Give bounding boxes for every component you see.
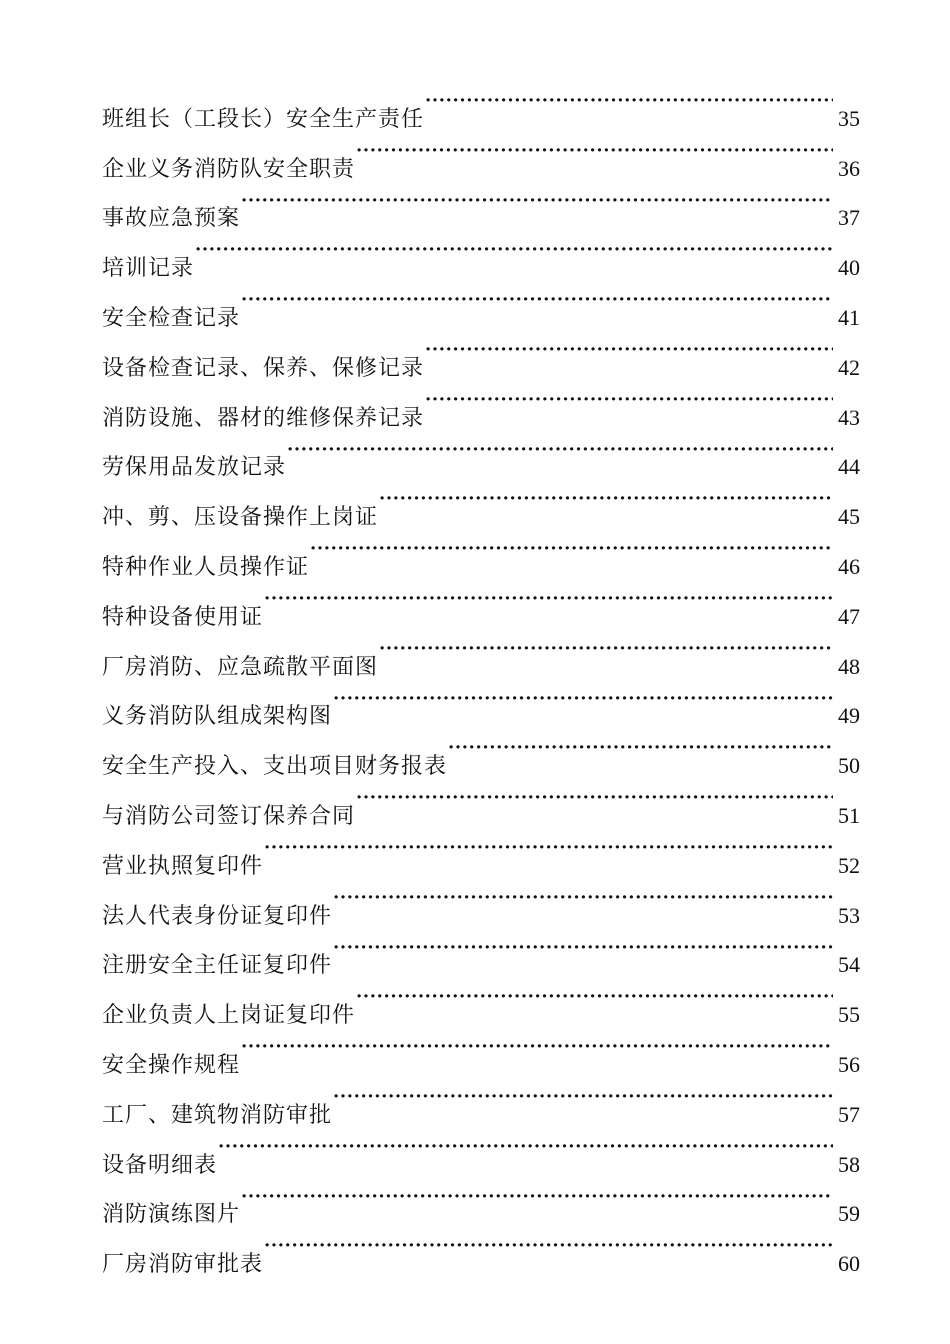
toc-entry-page-number: 53 — [838, 902, 860, 928]
toc-entry-title: 培训记录 — [102, 256, 195, 282]
toc-entry-title: 劳保用品发放记录 — [102, 455, 287, 481]
toc-entry-page-number: 60 — [838, 1251, 860, 1277]
toc-entry-title: 特种作业人员操作证 — [102, 554, 310, 580]
dot-leader — [241, 176, 833, 226]
toc-entry-page-number: 36 — [838, 155, 860, 181]
toc-entry-title: 安全操作规程 — [102, 1052, 241, 1078]
dot-leader — [333, 923, 833, 973]
toc-entry-title: 厂房消防审批表 — [102, 1252, 264, 1278]
dot-leader — [356, 126, 833, 176]
dot-leader — [218, 1122, 833, 1172]
dot-leader — [310, 524, 833, 574]
toc-entry-page-number: 48 — [838, 653, 860, 679]
dot-leader — [264, 574, 833, 624]
dot-leader — [448, 723, 833, 773]
toc-entry-title: 冲、剪、压设备操作上岗证 — [102, 505, 379, 531]
dot-leader — [425, 325, 833, 375]
toc-entry-title: 特种设备使用证 — [102, 604, 264, 630]
toc-entry-title: 义务消防队组成架构图 — [102, 704, 333, 730]
table-of-contents — [102, 76, 860, 1278]
toc-entry-page-number: 35 — [838, 105, 860, 131]
toc-entry-title: 营业执照复印件 — [102, 853, 264, 879]
toc-entry-title: 消防演练图片 — [102, 1202, 241, 1228]
dot-leader — [241, 275, 833, 325]
toc-entry-page-number: 57 — [838, 1101, 860, 1127]
toc-entry-page-number: 51 — [838, 802, 860, 828]
dot-leader — [425, 375, 833, 425]
toc-entry-title: 与消防公司签订保养合同 — [102, 803, 356, 829]
dot-leader — [425, 76, 833, 126]
dot-leader — [379, 474, 833, 524]
toc-entry-title: 厂房消防、应急疏散平面图 — [102, 654, 379, 680]
toc-entry-title: 安全检查记录 — [102, 305, 241, 331]
dot-leader — [333, 873, 833, 923]
dot-leader — [356, 972, 833, 1022]
toc-entry-page-number: 43 — [838, 404, 860, 430]
dot-leader — [379, 624, 833, 674]
toc-entry-page-number: 56 — [838, 1051, 860, 1077]
dot-leader — [264, 1221, 833, 1271]
toc-entry-title: 消防设施、器材的维修保养记录 — [102, 405, 425, 431]
toc-entry-title: 设备明细表 — [102, 1152, 218, 1178]
toc-entry-title: 设备检查记录、保养、保修记录 — [102, 355, 425, 381]
toc-entry-page-number: 55 — [838, 1002, 860, 1028]
toc-entry-title: 安全生产投入、支出项目财务报表 — [102, 754, 448, 780]
toc-entry-page-number: 54 — [838, 952, 860, 978]
toc-entry-page-number: 37 — [838, 205, 860, 231]
toc-entry[interactable] — [102, 76, 860, 132]
toc-entry-page-number: 47 — [838, 603, 860, 629]
toc-entry-title: 注册安全主任证复印件 — [102, 953, 333, 979]
dot-leader — [241, 1022, 833, 1072]
toc-entry-page-number: 41 — [838, 304, 860, 330]
toc-entry-title: 工厂、建筑物消防审批 — [102, 1102, 333, 1128]
toc-entry-page-number: 50 — [838, 753, 860, 779]
dot-leader — [333, 674, 833, 724]
dot-leader — [195, 225, 833, 275]
toc-entry-page-number: 45 — [838, 504, 860, 530]
toc-entry-page-number: 46 — [838, 553, 860, 579]
dot-leader — [241, 1172, 833, 1222]
toc-entry-page-number: 52 — [838, 852, 860, 878]
dot-leader — [287, 425, 833, 475]
toc-entry-title: 企业负责人上岗证复印件 — [102, 1003, 356, 1029]
dot-leader — [356, 773, 833, 823]
toc-entry-page-number: 44 — [838, 454, 860, 480]
toc-entry-page-number: 40 — [838, 255, 860, 281]
toc-entry-title: 班组长（工段长）安全生产责任 — [102, 106, 425, 132]
toc-entry-title: 法人代表身份证复印件 — [102, 903, 333, 929]
toc-entry-page-number: 49 — [838, 703, 860, 729]
toc-entry-title: 企业义务消防队安全职责 — [102, 156, 356, 182]
dot-leader — [333, 1072, 833, 1122]
toc-entry[interactable] — [102, 275, 860, 331]
toc-entry-page-number: 59 — [838, 1201, 860, 1227]
toc-entry[interactable] — [102, 225, 860, 282]
toc-entry-page-number: 58 — [838, 1151, 860, 1177]
toc-entry-page-number: 42 — [838, 354, 860, 380]
dot-leader — [264, 823, 833, 873]
toc-entry-title: 事故应急预案 — [102, 206, 241, 232]
